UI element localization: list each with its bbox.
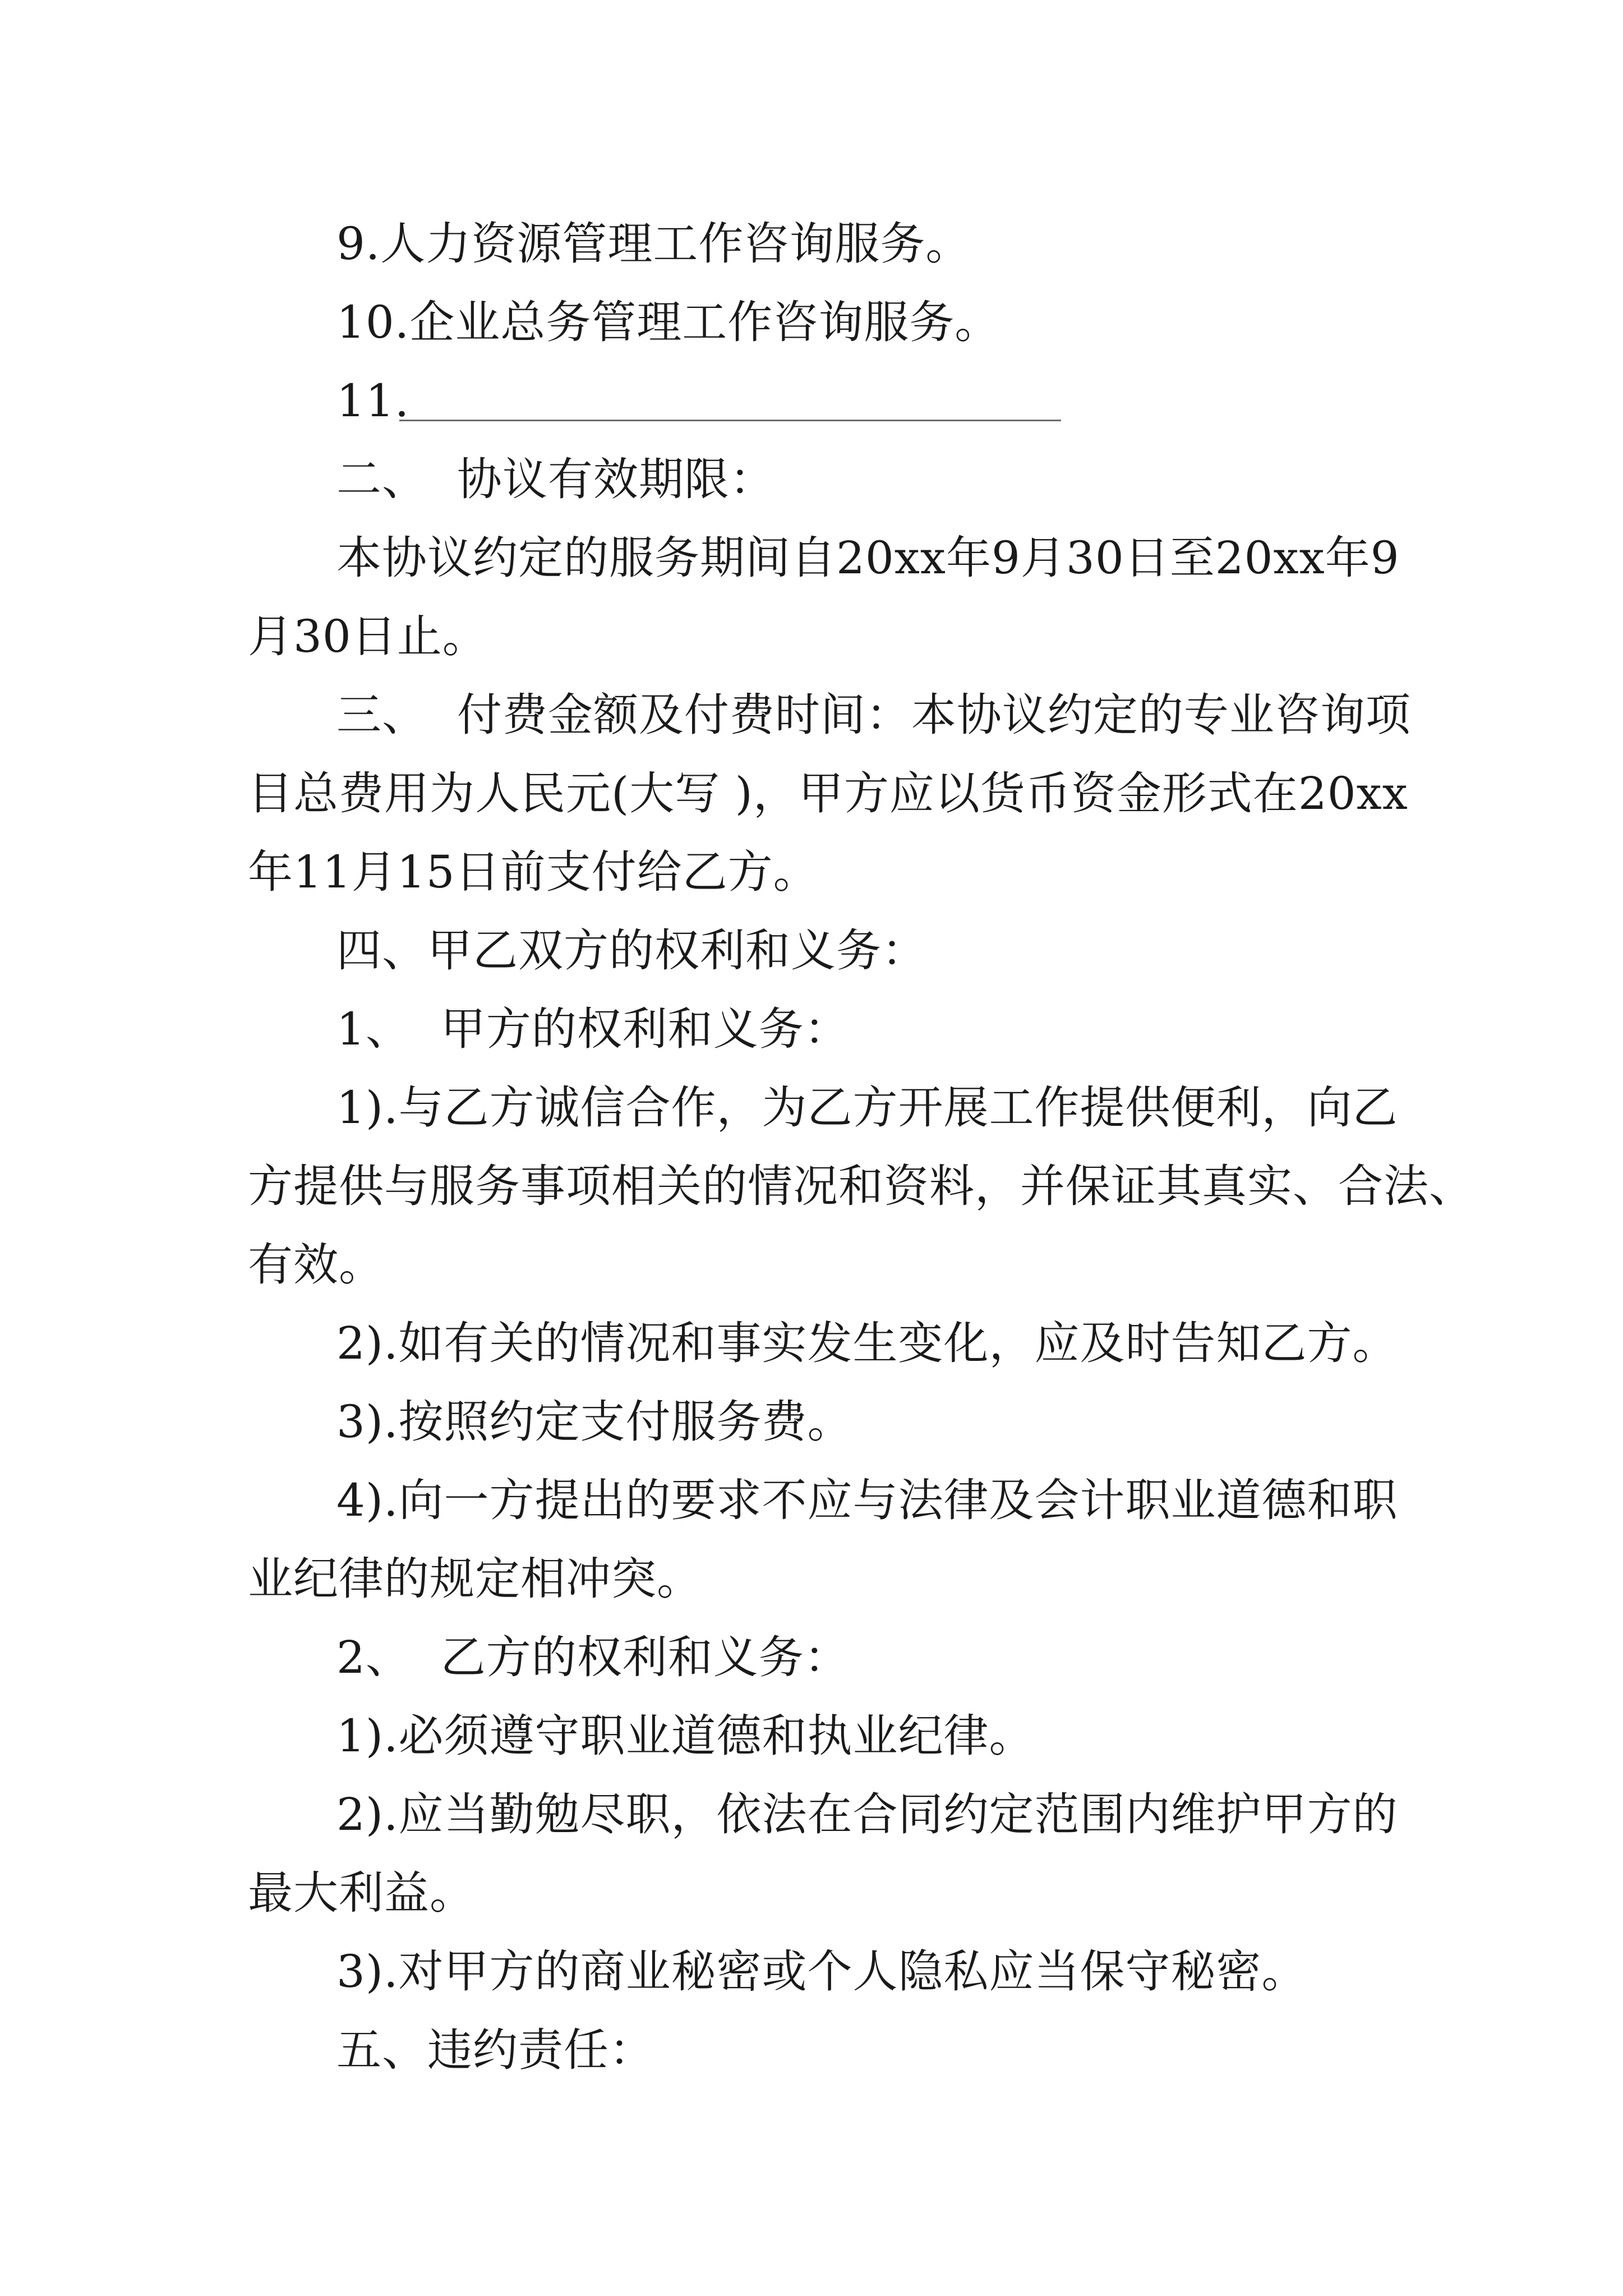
text-line: 10.企业总务管理工作咨询服务。 xyxy=(336,296,1000,348)
text-line: 方提供与服务事项相关的情况和资料，并保证其真实、合法、 xyxy=(248,1160,1474,1212)
subsection-heading: 2、 乙方的权利和义务： xyxy=(336,1631,850,1683)
text-line: 有效。 xyxy=(248,1239,384,1291)
fill-in-blank-line xyxy=(399,420,1061,421)
section-heading: 五、违约责任： xyxy=(336,2024,654,2076)
text-line: 2).如有关的情况和事实发生变化，应及时告知乙方。 xyxy=(336,1317,1398,1369)
section-heading: 四、甲乙双方的权利和义务： xyxy=(336,924,927,977)
text-line: 9.人力资源管理工作咨询服务。 xyxy=(336,218,971,270)
text-line: 业纪律的规定相冲突。 xyxy=(248,1553,702,1605)
subsection-heading: 1、 甲方的权利和义务： xyxy=(336,1003,850,1055)
text-line: 最大利益。 xyxy=(248,1867,475,1919)
text-line: 1).与乙方诚信合作，为乙方开展工作提供便利，向乙 xyxy=(336,1082,1398,1134)
text-line: 11. xyxy=(336,375,410,427)
text-line: 本协议约定的服务期间自20xx年9月30日至20xx年9 xyxy=(336,532,1400,584)
section-heading: 三、 付费金额及付费时间：本协议约定的专业咨询项 xyxy=(336,689,1411,741)
text-line: 年11月15日前支付给乙方。 xyxy=(248,846,819,898)
text-line: 2).应当勤勉尽职，依法在合同约定范围内维护甲方的 xyxy=(336,1788,1398,1841)
text-line: 3).按照约定支付服务费。 xyxy=(336,1396,853,1448)
text-line: 4).向一方提出的要求不应与法律及会计职业道德和职 xyxy=(336,1474,1398,1526)
text-line: 月30日止。 xyxy=(248,610,488,662)
text-line: 3).对甲方的商业秘密或个人隐私应当保守秘密。 xyxy=(336,1945,1307,1998)
section-heading: 二、 协议有效期限： xyxy=(336,453,775,505)
text-line: 1).必须遵守职业道德和执业纪律。 xyxy=(336,1710,1035,1762)
text-line: 目总费用为人民元(大写 )，甲方应以货币资金形式在20xx xyxy=(248,767,1408,820)
